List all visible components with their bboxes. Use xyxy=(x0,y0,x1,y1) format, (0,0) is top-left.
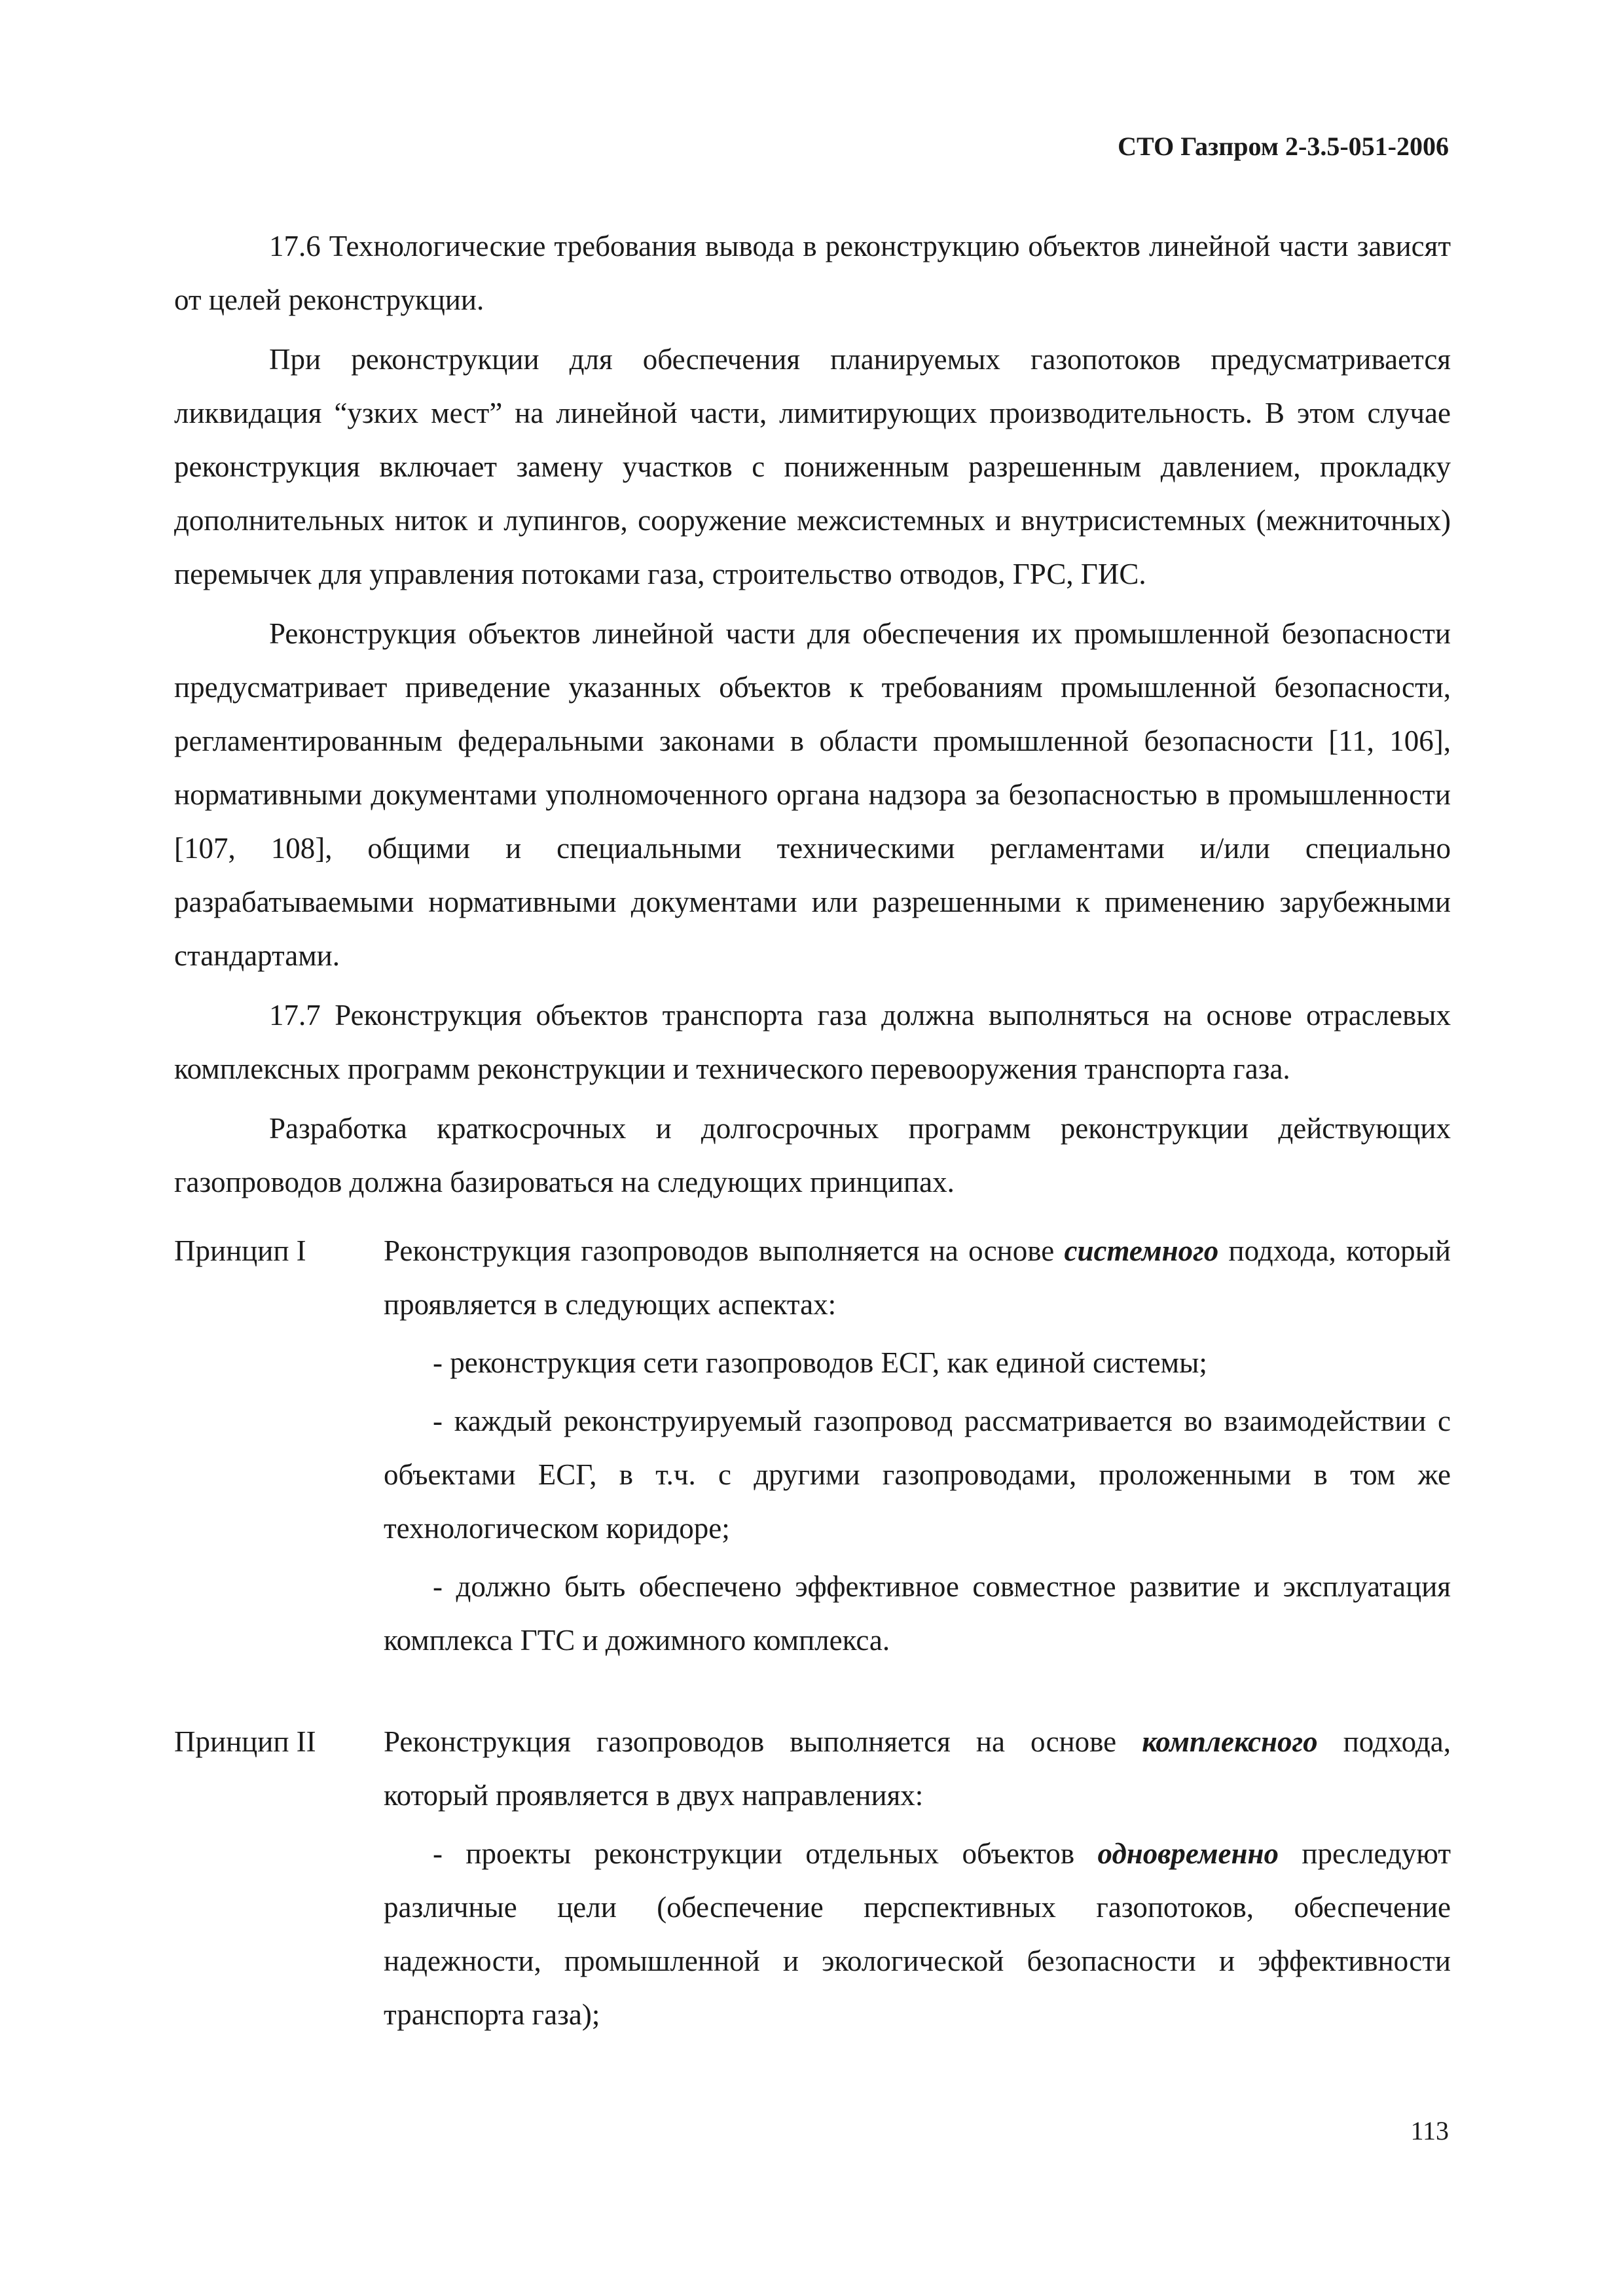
principle-2-intro-start: Реконструкция газопроводов выполняется на основе xyxy=(384,1725,1142,1758)
principle-2 xyxy=(174,1715,1451,2046)
principle-1-item-3: - должно быть обеспечено эффективное совместное развитие и эксплуатация комплекса ГТС и дожимного комплекса. xyxy=(384,1570,1451,1657)
principle-1-intro-end: подхода, который проявляется в следующих аспектах: xyxy=(384,1234,1451,1321)
principle-1-label: Принцип I xyxy=(174,1234,306,1267)
principle-2-item-1-start: - проекты реконструкции отдельных объектов xyxy=(433,1837,1098,1870)
principle-1-content xyxy=(384,1224,1451,1667)
paragraph-safety: Реконструкция объектов линейной части для обеспечения их промышленной безопасности предусматривает приведение указанных объектов к требованиям промышленной безопасности, регламентированным федеральными законами в области промышленной безопасности [11, 106], нормативными документами уполномоченного органа надзора за безопасностью в промышленности [107, 108], общими и специальными техническими регламентами и/или специально разрабатываемыми нормативными документами или разрешенными к применению зарубежными стандартами. xyxy=(174,617,1451,972)
page-number: 113 xyxy=(1410,2116,1449,2145)
principle-2-keyword: комплексного xyxy=(1142,1725,1318,1758)
principle-2-item-1 xyxy=(384,1827,1451,2041)
principle-2-content xyxy=(384,1715,1451,2041)
paragraph-17-6: 17.6 Технологические требования вывода в реконструкцию объектов линейной части зависят от целей реконструкции. xyxy=(174,230,1451,316)
paragraph-bottlenecks: При реконструкции для обеспечения планируемых газопотоков предусматривается ликвидация “узких мест” на линейной части, лимитирующих производительность. В этом случае реконструкция включает замену участков с пониженным разрешенным давлением, прокладку дополнительных ниток и лупингов, сооружение межсистемных и внутрисистемных (межниточных) перемычек для управления потоками газа, строительство отводов, ГРС, ГИС. xyxy=(174,343,1451,590)
principle-1 xyxy=(174,1224,1451,1672)
principle-1-item-1: - реконструкция сети газопроводов ЕСГ, как единой системы; xyxy=(433,1346,1207,1379)
main-text xyxy=(174,219,1451,1215)
principle-2-label: Принцип II xyxy=(174,1725,316,1758)
paragraph-17-7: 17.7 Реконструкция объектов транспорта газа должна выполняться на основе отраслевых комплексных программ реконструкции и технического перевооружения транспорта газа. xyxy=(174,999,1451,1085)
principle-1-item-2: - каждый реконструируемый газопровод рассматривается во взаимодействии с объектами ЕСГ, в т.ч. с другими газопроводами, проложенными в том же технологическом коридоре; xyxy=(384,1405,1451,1545)
principle-1-intro xyxy=(384,1224,1451,1331)
principle-2-intro xyxy=(384,1715,1451,1822)
paragraph-programs: Разработка краткосрочных и долгосрочных программ реконструкции действующих газопроводов должна базироваться на следующих принципах. xyxy=(174,1112,1451,1198)
principle-2-item-1-end: преследуют различные цели (обеспечение перспективных газопотоков, обеспечение надежности, промышленной и экологической безопасности и эффективности транспорта газа); xyxy=(384,1837,1451,2031)
principle-1-intro-start: Реконструкция газопроводов выполняется на основе xyxy=(384,1234,1065,1267)
principle-2-intro-end: подхода, который проявляется в двух направлениях: xyxy=(384,1725,1451,1812)
principle-1-keyword: системного xyxy=(1064,1234,1219,1267)
principle-2-item-1-keyword: одновременно xyxy=(1097,1837,1279,1870)
document-header: СТО Газпром 2-3.5-051-2006 xyxy=(1118,132,1449,161)
